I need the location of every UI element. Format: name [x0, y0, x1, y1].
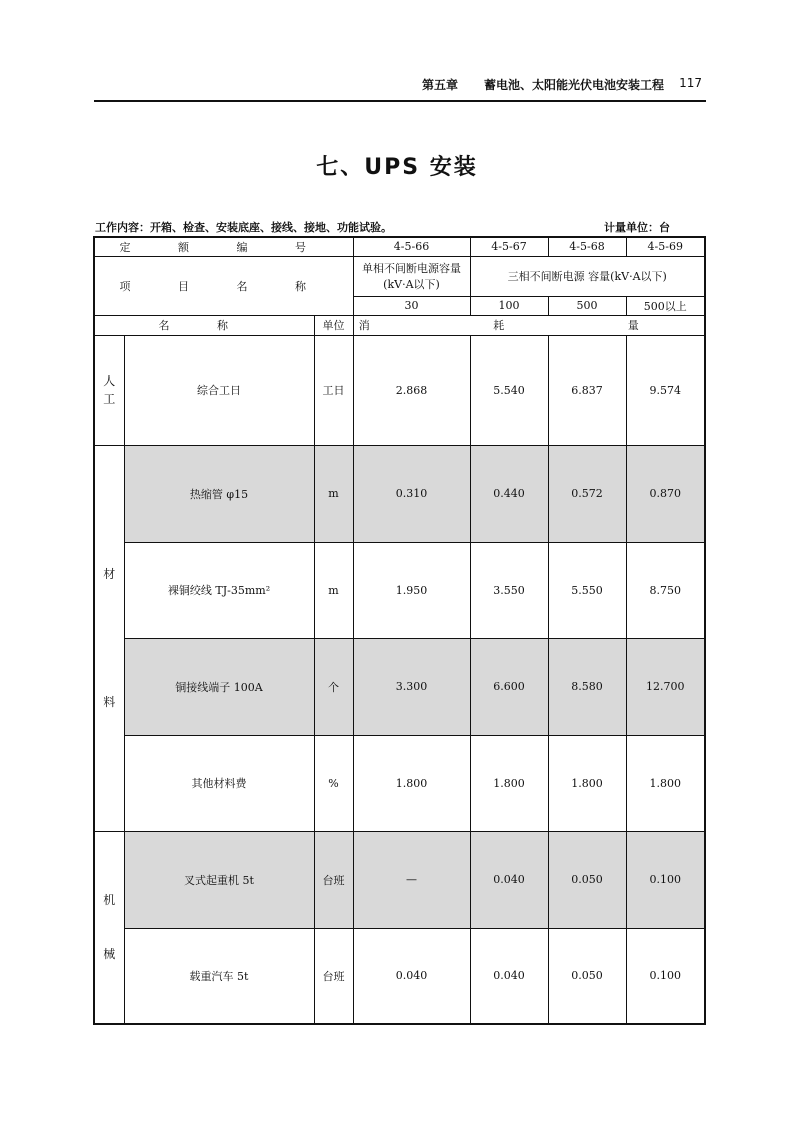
row-unit: % [314, 735, 353, 831]
row-value: 1.800 [626, 735, 705, 831]
row-value: — [353, 831, 470, 928]
row-value: 8.750 [626, 542, 705, 638]
table-row [94, 928, 705, 1024]
table-row [94, 735, 705, 831]
row-name: 综合工日 [124, 335, 314, 445]
row-value: 0.040 [353, 928, 470, 1024]
row-value: 2.868 [353, 335, 470, 445]
row-value: 0.440 [470, 445, 548, 542]
row-unit: m [314, 542, 353, 638]
capacity-cell: 30 [353, 296, 470, 315]
row-unit: 台班 [314, 831, 353, 928]
row-name: 叉式起重机 5t [124, 831, 314, 928]
code-cell: 4-5-67 [470, 237, 548, 256]
chapter-title: 蓄电池、太阳能光伏电池安装工程 [484, 78, 665, 92]
page-number: 117 [679, 76, 702, 90]
table-row [94, 831, 705, 928]
single-phase-unit: (kV·A以下) [383, 278, 440, 291]
consumption-header: 消 耗 量 [353, 315, 705, 335]
row-name: 热缩管 φ15 [124, 445, 314, 542]
code-cell: 4-5-66 [353, 237, 470, 256]
unit-header: 单位 [314, 315, 353, 335]
category-material: 材 料 [94, 445, 124, 831]
row-unit: 工日 [314, 335, 353, 445]
row-name: 铜接线端子 100A [124, 638, 314, 735]
work-content: 工作内容：开箱、检查、安装底座、接线、接地、功能试验。 [95, 221, 392, 234]
row-value: 0.870 [626, 445, 705, 542]
table-row [94, 335, 705, 445]
row-value: 0.050 [548, 928, 626, 1024]
row-value: 0.040 [470, 831, 548, 928]
row-value: 1.800 [353, 735, 470, 831]
table-row [94, 445, 705, 542]
row-value: 6.600 [470, 638, 548, 735]
row-value: 0.100 [626, 928, 705, 1024]
row-value: 3.300 [353, 638, 470, 735]
row-name: 裸铜绞线 TJ-35mm² [124, 542, 314, 638]
row-value: 1.800 [548, 735, 626, 831]
code-cell: 4-5-69 [626, 237, 705, 256]
row-name: 载重汽车 5t [124, 928, 314, 1024]
chapter-number: 第五章 [422, 78, 459, 92]
three-phase-header: 三相不间断电源 容量(kV·A以下) [470, 256, 705, 296]
capacity-cell: 500以上 [626, 296, 705, 315]
section-title: 七、UPS 安装 [316, 155, 478, 180]
column-header-row [94, 315, 705, 335]
single-phase-label: 单相不间断电源容量 [362, 262, 461, 275]
page-header [94, 74, 706, 102]
name-header: 名 称 [94, 315, 314, 335]
table-row [94, 638, 705, 735]
category-machine: 机 械 [94, 831, 124, 1024]
row-unit: 个 [314, 638, 353, 735]
row-value: 12.700 [626, 638, 705, 735]
row-value: 9.574 [626, 335, 705, 445]
row-unit: 台班 [314, 928, 353, 1024]
row-value: 0.310 [353, 445, 470, 542]
capacity-cell: 500 [548, 296, 626, 315]
row-value: 0.572 [548, 445, 626, 542]
code-cell: 4-5-68 [548, 237, 626, 256]
quota-table [93, 236, 706, 1025]
item-name-label: 项 目 名 称 [94, 256, 353, 315]
row-value: 0.050 [548, 831, 626, 928]
row-value: 3.550 [470, 542, 548, 638]
row-value: 8.580 [548, 638, 626, 735]
item-header-row [94, 256, 705, 296]
category-labor: 人 工 [94, 335, 124, 445]
row-value: 0.100 [626, 831, 705, 928]
row-value: 1.800 [470, 735, 548, 831]
row-value: 5.540 [470, 335, 548, 445]
row-value: 5.550 [548, 542, 626, 638]
capacity-cell: 100 [470, 296, 548, 315]
row-value: 6.837 [548, 335, 626, 445]
single-phase-header [353, 256, 470, 296]
row-unit: m [314, 445, 353, 542]
quota-label: 定 额 编 号 [94, 237, 353, 256]
table-row [94, 542, 705, 638]
code-row [94, 237, 705, 256]
measurement-unit: 计量单位：台 [604, 221, 670, 234]
row-value: 0.040 [470, 928, 548, 1024]
row-value: 1.950 [353, 542, 470, 638]
row-name: 其他材料费 [124, 735, 314, 831]
